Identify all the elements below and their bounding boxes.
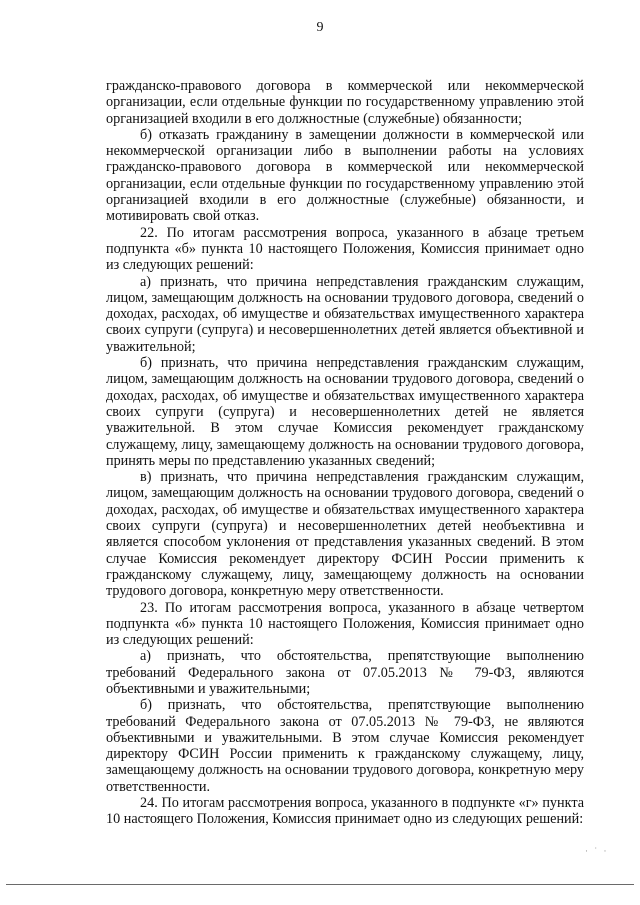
paragraph-22-intro: 22. По итогам рассмотрения вопроса, указанного в абзаце третьем подпункта «б» пункта 10 настоящего Положения, Комиссия принимает одно из следующих решений: — [106, 224, 584, 274]
paragraph-23-b: б) признать, что обстоятельства, препятствующие выполнению требований Федерального закона от 07.05.2013 № 79-ФЗ, не являются объективными и уважительными. В этом случае Комиссия рекомендует директору ФСИН России применить к гражданскому служащему, лицу, замещающему должность на основании трудового договора, конкретную меру ответственности. — [106, 697, 584, 795]
paragraph-23-a: а) признать, что обстоятельства, препятствующие выполнению требований Федерального закона от 07.05.2013 № 79-ФЗ, являются объективными и уважительными; — [106, 648, 584, 697]
page-number: 9 — [316, 20, 324, 35]
paragraph-22-v: в) признать, что причина непредставления гражданским служащим, лицом, замещающим должность на основании трудового договора, сведений о доходах, расходах, об имуществе и обязательствах имущественного характера своих супруги (супруга) и несовершеннолетних детей необъективна и является способом уклонения от представления указанных сведений. В этом случае Комиссия рекомендует директору ФСИН России применить к гражданскому служащему, лицу, замещающему должность на основании трудового договора, конкретную меру ответственности. — [106, 469, 584, 600]
paragraph-23-intro: 23. По итогам рассмотрения вопроса, указанного в абзаце четвертом подпункта «б» пункта 10 настоящего Положения, Комиссия принимает одно из следующих решений: — [106, 599, 584, 649]
paragraph-22-a: а) признать, что причина непредставления гражданским служащим, лицом, замещающим должность на основании трудового договора, сведений о доходах, расходах, об имуществе и обязательствах имущественного характера своих супруги (супруга) и несовершеннолетних детей является объективной и уважительной; — [106, 273, 584, 355]
page-bottom-rule — [6, 884, 634, 885]
paragraph-22-b: б) признать, что причина непредставления гражданским служащим, лицом, замещающим должность на основании трудового договора, сведений о доходах, расходах, об имуществе и обязательствах имущественного характера своих супруги (супруга) и несовершеннолетних детей не является уважительной. В этом случае Комиссия рекомендует гражданскому служащему, лицу, замещающему должность на основании трудового договора, принять меры по представлению указанных сведений; — [106, 355, 584, 469]
scan-artifact-icon: · ˙ · — [585, 846, 609, 856]
paragraph-24-intro: 24. По итогам рассмотрения вопроса, указанного в подпункте «г» пункта 10 настоящего Положения, Комиссия принимает одно из следующих решений: — [106, 795, 584, 828]
paragraph-continuation: гражданско-правового договора в коммерческой или некоммерческой организации, если отдельные функции по государственному управлению этой организацией входили в его должностные (служебные) обязанности; — [106, 78, 584, 127]
document-body — [106, 78, 584, 828]
paragraph-item-b-refuse: б) отказать гражданину в замещении должности в коммерческой или некоммерческой организации либо в выполнении работы на условиях гражданско-правового договора в коммерческой или некоммерческой организации, если отдельные функции по государственному управлению этой организацией входили в его должностные (служебные) обязанности, и мотивировать свой отказ. — [106, 126, 584, 225]
